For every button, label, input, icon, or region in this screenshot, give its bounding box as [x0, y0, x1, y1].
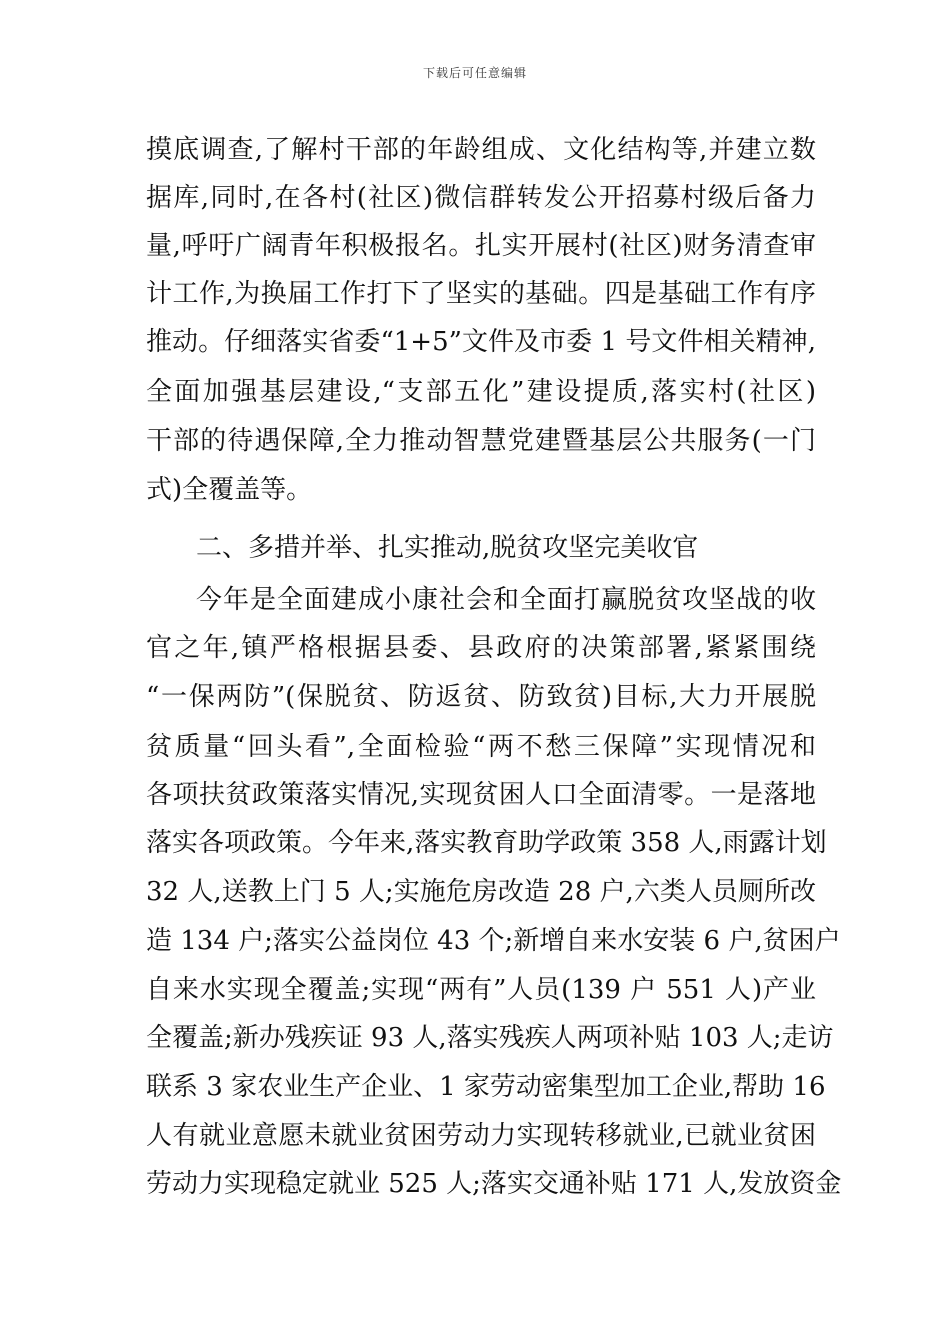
text-line: 各项扶贫政策落实情况,实现贫困人口全面清零。一是落地 [146, 780, 816, 810]
text-line: 贫质量“回头看”,全面检验“两不愁三保障”实现情况和 [146, 732, 816, 762]
text-line: 联系 3 家农业生产企业、1 家劳动密集型加工企业,帮助 16 [146, 1072, 826, 1102]
text-line: 计工作,为换届工作打下了坚实的基础。四是基础工作有序 [146, 279, 816, 309]
text-line: 造 134 户;落实公益岗位 43 个;新增自来水安装 6 户,贫困户 [146, 926, 841, 956]
text-line: 摸底调查,了解村干部的年龄组成、文化结构等,并建立数 [146, 135, 816, 165]
text-line: 落实各项政策。今年来,落实教育助学政策 358 人,雨露计划 [146, 828, 827, 858]
text-line: “一保两防”(保脱贫、防返贫、防致贫)目标,大力开展脱 [146, 682, 816, 712]
text-line: 官之年,镇严格根据县委、县政府的决策部署,紧紧围绕 [146, 633, 816, 663]
text-line: 全面加强基层建设,“支部五化”建设提质,落实村(社区) [146, 377, 816, 407]
text-line: 今年是全面建成小康社会和全面打赢脱贫攻坚战的收 [196, 585, 816, 615]
text-line: 干部的待遇保障,全力推动智慧党建暨基层公共服务(一门 [146, 426, 816, 456]
text-line: 据库,同时,在各村(社区)微信群转发公开招募村级后备力 [146, 183, 816, 213]
page-header: 下载后可任意编辑 [422, 66, 527, 80]
text-line: 人有就业意愿未就业贫困劳动力实现转移就业,已就业贫困 [146, 1121, 816, 1151]
text-line: 自来水实现全覆盖;实现“两有”人员(139 户 551 人)产业 [146, 975, 816, 1005]
text-line: 量,呼吁广阔青年积极报名。扎实开展村(社区)财务清查审 [146, 231, 816, 261]
text-line: 全覆盖;新办残疾证 93 人,落实残疾人两项补贴 103 人;走访 [146, 1023, 834, 1053]
text-line: 劳动力实现稳定就业 525 人;落实交通补贴 171 人,发放资金 [146, 1169, 842, 1199]
text-line: 推动。仔细落实省委“1+5”文件及市委 1 号文件相关精神, [146, 327, 816, 357]
section-heading: 二、多措并举、扎实推动,脱贫攻坚完美收官 [196, 533, 699, 563]
text-line: 式)全覆盖等。 [146, 475, 313, 505]
text-line: 32 人,送教上门 5 人;实施危房改造 28 户,六类人员厕所改 [146, 877, 816, 907]
